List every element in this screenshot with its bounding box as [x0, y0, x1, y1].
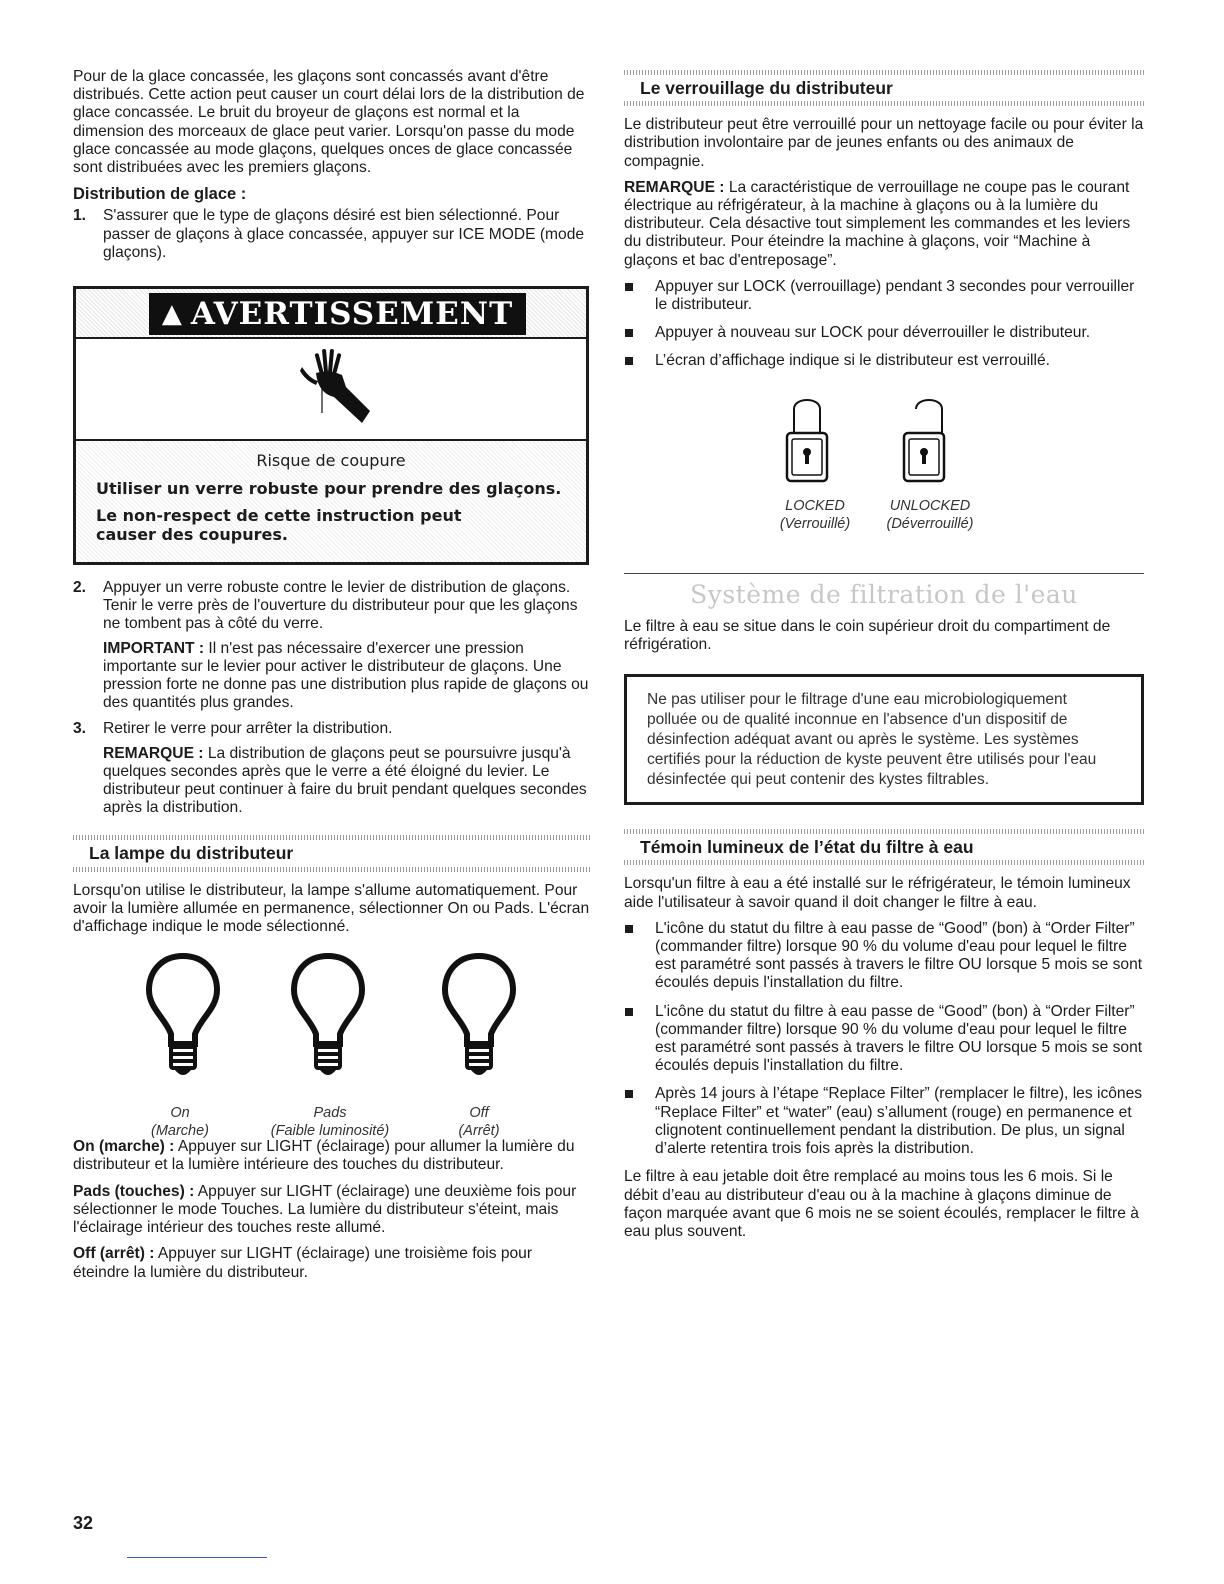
list-item	[624, 278, 1144, 314]
filter-warning-box: Ne pas utiliser pour le filtrage d'une eau microbiologiquement polluée ou de qualité inconnue en l'absence d'un dispositif de désinfection adéquat avant ou après le système. Les systèmes certifiés pour la réduction de kyste peuvent être utilisés pour l'eau désinfectée qui peut contenir des kystes filtrables.	[624, 674, 1144, 805]
warning-banner	[149, 293, 526, 335]
off-mode-label: Off (arrêt) :	[73, 1245, 155, 1263]
bullet-square-icon	[625, 357, 633, 365]
filter-status-outro: Le filtre à eau jetable doit être remplacé au moins tous les 6 mois. Si le débit d’eau au distributeur d'eau ou à la machine à glaçons diminue de façon marquée avant que 6 mois ne se soient écoulés, remplacer le filtre à eau plus souvent.	[624, 1168, 1139, 1240]
filter-section-title: Système de filtration de l'eau	[690, 579, 1078, 609]
section-divider	[624, 573, 1144, 574]
warning-pictogram	[76, 337, 586, 441]
bulb-off-icon	[441, 952, 517, 1092]
page-number: 32	[73, 1513, 94, 1533]
right-column	[624, 70, 1144, 1249]
unlocked-caption	[870, 497, 990, 533]
bullet-square-icon	[625, 329, 633, 337]
footer-rule	[127, 1557, 267, 1558]
bulb-on-caption	[100, 1104, 260, 1140]
ice-steps-continued	[73, 579, 590, 817]
warning-line-2: Le non-respect de cette instruction peut causer des coupures.	[96, 506, 462, 545]
bulb-pads-icon	[290, 952, 366, 1092]
warning-title: Risque de coupure	[256, 451, 406, 471]
bullet-text: Appuyer sur LOCK (verrouillage) pendant 3 secondes pour verrouiller le distributeur.	[655, 277, 1135, 314]
warning-line-1: Utiliser un verre robuste pour prendre des glaçons.	[96, 479, 562, 499]
lock-bullets	[624, 278, 1144, 371]
list-item	[624, 1085, 1144, 1158]
lock-figures	[624, 389, 1144, 559]
important-label: IMPORTANT :	[103, 639, 205, 657]
off-mode-paragraph	[73, 1245, 590, 1281]
off-mode-text: Appuyer sur LIGHT (éclairage) une troisième fois pour éteindre la lumière du distributeur.	[73, 1245, 533, 1281]
lock-intro: Le distributeur peut être verrouillé pour un nettoyage facile ou pour éviter la distribution involontaire par de jeunes enfants ou des animaux de compagnie.	[624, 116, 1144, 170]
bullet-square-icon	[625, 283, 633, 291]
important-note	[103, 640, 590, 713]
bullet-text: L'icône du statut du filtre à eau passe de “Good” (bon) à “Order Filter” (commander filtre) lorsque 90 % du volume d'eau pour lequel le filtre est paramétré sont passés à travers le filtre OU lorsque 5 mois se sont écoulés depuis l'installation du filtre.	[655, 1002, 1143, 1075]
bulb-pads-caption	[250, 1104, 410, 1140]
step-text: Retirer le verre pour arrêter la distribution.	[103, 720, 393, 738]
warning-triangle-icon: ▲	[161, 298, 183, 329]
lock-section-heading: Le verrouillage du distributeur	[624, 70, 1144, 106]
important-text: Il n'est pas nécessaire d'exercer une pression importante sur le levier pour activer le distributeur de glaçons. Une pression forte ne donne pas une distribution plus rapide de glaçons ou des quantités plus grandes.	[103, 639, 589, 712]
list-item	[624, 920, 1144, 993]
list-item	[624, 352, 1144, 370]
warning-banner-text: AVERTISSEMENT	[190, 295, 514, 332]
bulb-caption-label: Off	[469, 1105, 489, 1122]
step-2	[73, 579, 590, 712]
bulb-off-caption	[399, 1104, 559, 1140]
warning-text-area	[76, 441, 586, 562]
pads-mode-label: Pads (touches) :	[73, 1182, 195, 1200]
bullet-text: Appuyer à nouveau sur LOCK pour déverrouiller le distributeur.	[655, 324, 1091, 342]
warning-box	[73, 286, 589, 565]
left-column	[73, 68, 590, 1290]
ice-steps	[73, 207, 590, 262]
lock-remarque	[624, 179, 1144, 270]
bullet-square-icon	[625, 1090, 633, 1098]
lock-caption-sub: (Verrouillé)	[779, 515, 851, 532]
filter-status-bullets	[624, 920, 1144, 1158]
bullet-text: L'icône du statut du filtre à eau passe de “Good” (bon) à “Order Filter” (commander filtre) lorsque 90 % du volume d'eau pour lequel le filtre est paramétré sont passés à travers le filtre OU lorsque 5 mois se sont écoulés depuis l'installation du filtre.	[655, 919, 1143, 992]
on-mode-text: Appuyer sur LIGHT (éclairage) pour allumer la lumière du distributeur et la lumière intérieure des touches du distributeur.	[73, 1138, 575, 1174]
step-text: S'assurer que le type de glaçons désiré est bien sélectionné. Pour passer de glaçons à glace concassée, appuyer sur ICE MODE (mode glaçons).	[103, 207, 585, 261]
step-3	[73, 720, 590, 817]
bulb-caption-sub: (Marche)	[150, 1123, 209, 1140]
remarque-text: La distribution de glaçons peut se poursuivre jusqu'à quelques secondes après que le verre a été éloigné du levier. Le distributeur peut continuer à faire du bruit pendant quelques secondes après la distribution.	[103, 744, 587, 817]
bullet-text: L’écran d’affichage indique si le distributeur est verrouillé.	[655, 352, 1050, 370]
pads-mode-text: Appuyer sur LIGHT (éclairage) une deuxième fois pour sélectionner le mode Touches. La lumière du distributeur s'éteint, mais l'éclairage intérieur des touches reste allumé.	[73, 1182, 577, 1237]
on-mode-paragraph	[73, 1138, 590, 1174]
bulb-caption-sub: (Faible luminosité)	[270, 1123, 390, 1140]
filter-status-heading: Témoin lumineux de l’état du filtre à eau	[624, 829, 1144, 865]
step-number: 3.	[73, 720, 87, 738]
step-1	[73, 207, 590, 262]
lock-remarque-label: REMARQUE :	[624, 178, 725, 196]
bulb-caption-sub: (Arrêt)	[458, 1123, 500, 1140]
bulb-figures	[73, 952, 590, 1140]
filter-status-intro: Lorsqu'un filtre à eau a été installé sur le réfrigérateur, le témoin lumineux aide l'utilisateur à savoir quand il doit changer le filtre à eau.	[624, 875, 1131, 911]
step-number: 1.	[73, 207, 87, 225]
lamp-intro: Lorsqu'on utilise le distributeur, la lampe s'allume automatiquement. Pour avoir la lumière allumée en permanence, sélectionner On ou Pads. L'écran d'affichage indique le mode sélectionné.	[73, 881, 590, 936]
on-mode-label: On (marche) :	[73, 1138, 175, 1156]
ice-distribution-heading: Distribution de glace :	[73, 185, 247, 204]
bulb-caption-label: On	[170, 1105, 190, 1122]
locked-caption	[755, 497, 875, 533]
ice-intro-paragraph: Pour de la glace concassée, les glaçons sont concassés avant d'être distribués. Cette action peut causer un court délai lors de la distribution de glace concassée. Le bruit du broyeur de glaçons est normal et la dimension des morceaux de glace peut varier. Lorsqu'on passe du mode glace concassée au mode glaçons, quelques onces de glace concassée sont distribuées avec les premiers glaçons.	[73, 68, 585, 177]
list-item	[624, 324, 1144, 342]
remarque-label: REMARQUE :	[103, 744, 204, 762]
unlocked-padlock-icon	[894, 389, 954, 489]
pads-mode-paragraph	[73, 1183, 590, 1238]
lock-caption-label: UNLOCKED	[889, 497, 971, 514]
bullet-text: Après 14 jours à l’étape “Replace Filter” (remplacer le filtre), les icônes “Replace Filter” et “water” (eau) s’allument (rouge) en permanence et clignotent continuellement pendant la distribution. De plus, un signal d’alerte retentira trois fois après la distribution.	[655, 1085, 1143, 1158]
lamp-section-heading: La lampe du distributeur	[73, 835, 590, 871]
remarque-note	[103, 745, 590, 818]
lock-remarque-text: La caractéristique de verrouillage ne coupe pas le courant électrique au réfrigérateur, à la machine à glaçons ou à la lumière du distributeur. Cela désactive tout simplement les commandes et les leviers du distributeur. Pour éteindre la machine à glaçons, voir “Machine à glaçons et bac d'entreposage”.	[624, 178, 1131, 269]
step-text: Appuyer un verre robuste contre le levier de distribution de glaçons. Tenir le verre près de l'ouverture du distributeur pour que les glaçons ne tombent pas à côté du verre.	[103, 579, 578, 633]
locked-padlock-icon	[782, 389, 832, 489]
hand-cut-icon	[288, 341, 378, 437]
bulb-on-icon	[145, 952, 221, 1092]
list-item	[624, 1003, 1144, 1076]
warning-header	[76, 289, 586, 337]
bulb-caption-label: Pads	[313, 1105, 347, 1122]
bullet-square-icon	[625, 1008, 633, 1016]
lock-caption-sub: (Déverrouillé)	[886, 515, 974, 532]
step-number: 2.	[73, 579, 87, 597]
filter-intro: Le filtre à eau se situe dans le coin supérieur droit du compartiment de réfrigération.	[624, 617, 1111, 654]
bullet-square-icon	[625, 925, 633, 933]
lock-caption-label: LOCKED	[785, 497, 845, 514]
